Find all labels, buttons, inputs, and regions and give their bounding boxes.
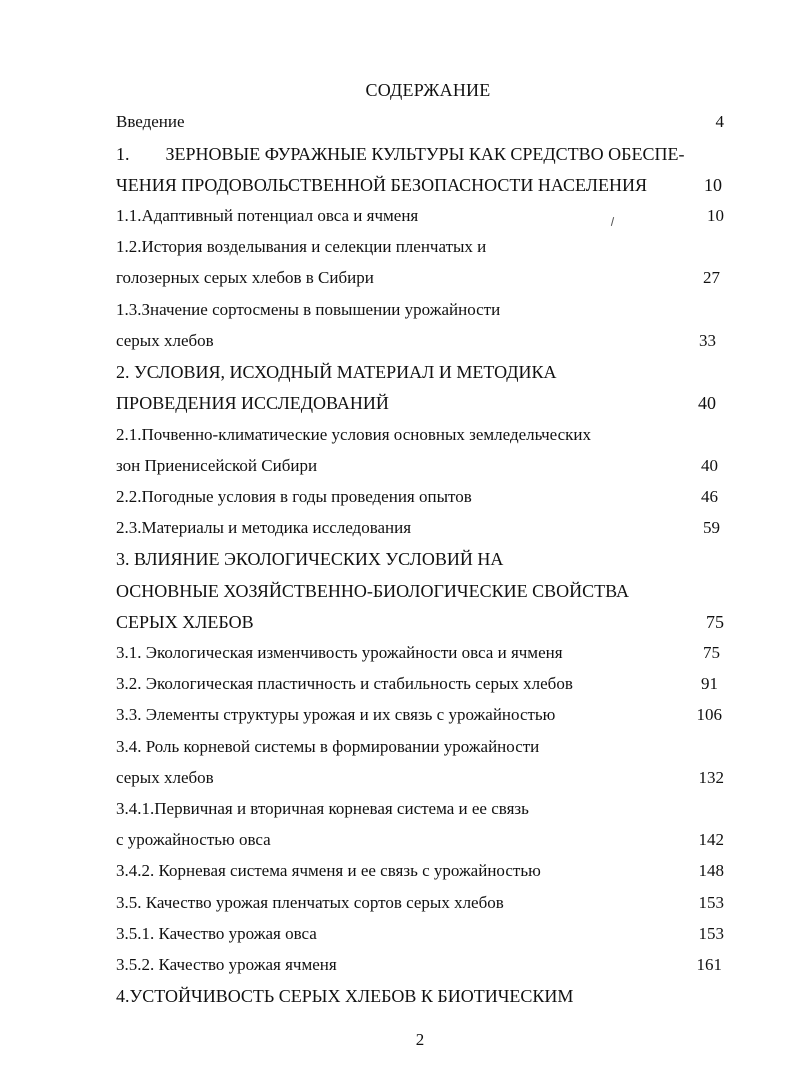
toc-entry-page: 161 — [696, 955, 722, 974]
toc-entry-text: Введение — [116, 112, 185, 131]
toc-entry — [116, 861, 724, 881]
toc-entry — [116, 955, 724, 975]
toc-entry-text: 3.4.1.Первичная и вторичная корневая система и ее связь — [116, 799, 529, 818]
toc-entry-text: 3.4.2. Корневая система ячменя и ее связь с урожайностью — [116, 861, 541, 880]
toc-entry-page: 10 — [704, 175, 722, 195]
toc-entry — [116, 331, 724, 351]
toc-entry-page: 106 — [696, 705, 722, 724]
toc-entry — [116, 674, 724, 694]
toc-entry-text: зон Приенисейской Сибири — [116, 456, 318, 475]
toc-entry — [116, 737, 724, 757]
toc-entry-page: 148 — [698, 861, 724, 880]
toc-entry-text: 1.3.Значение сортосмены в повышении урожайности — [116, 300, 501, 319]
toc-entry-page: 153 — [698, 924, 724, 943]
toc-entry — [116, 425, 724, 445]
toc-entry-text: ПРОВЕДЕНИЯ ИССЛЕДОВАНИЙ — [116, 393, 389, 413]
toc-entry-page: 40 — [698, 393, 716, 413]
toc-entry — [116, 986, 724, 1006]
toc-entry — [116, 362, 724, 382]
toc-entry — [116, 175, 724, 195]
toc-entry-text: серых хлебов — [116, 331, 214, 350]
toc-entry — [116, 456, 724, 476]
toc-entry-page: 33 — [699, 331, 716, 350]
toc-entry-text: голозерных серых хлебов в Сибири — [116, 268, 374, 287]
toc-entry-text: 2.3.Материалы и методика исследования — [116, 518, 412, 537]
toc-entry-page: 75 — [703, 643, 720, 662]
toc-entry — [116, 799, 724, 819]
toc-entry-page: 75 — [706, 612, 724, 632]
toc-entry-page: 4 — [715, 112, 724, 131]
toc-entry-text: 3.5. Качество урожая пленчатых сортов серых хлебов — [116, 893, 504, 912]
toc-entry — [116, 300, 724, 320]
toc-entry-page: 40 — [701, 456, 718, 475]
toc-entry-text: 3.5.2. Качество урожая ячменя — [116, 955, 337, 974]
page-number: 2 — [415, 1030, 425, 1049]
toc-entry — [116, 393, 724, 413]
toc-entry — [116, 487, 724, 507]
toc-entry-text: 4.УСТОЙЧИВОСТЬ СЕРЫХ ХЛЕБОВ К БИОТИЧЕСКИМ — [116, 986, 574, 1006]
toc-entry — [116, 581, 724, 601]
toc-entry-text: 3.2. Экологическая пластичность и стабильность серых хлебов — [116, 674, 573, 693]
toc-entry-page: 27 — [703, 268, 720, 287]
toc-entry-text: ЧЕНИЯ ПРОДОВОЛЬСТВЕННОЙ БЕЗОПАСНОСТИ НАСЕЛЕНИЯ — [116, 175, 647, 195]
toc-entry-page: 132 — [698, 768, 724, 787]
toc-entry-text: серых хлебов — [116, 768, 214, 787]
toc-entry-text: 2.1.Почвенно-климатические условия основных земледельческих — [116, 425, 592, 444]
toc-entry-page: 91 — [701, 674, 718, 693]
toc-entry — [116, 830, 724, 850]
toc-entry-text: 1.1.Адаптивный потенциал овса и ячменя — [116, 206, 419, 225]
toc-entry — [116, 768, 724, 788]
toc-entry-text: СЕРЫХ ХЛЕБОВ — [116, 612, 254, 632]
toc-entry — [116, 549, 724, 569]
toc-entry-text: 2.2.Погодные условия в годы проведения опытов — [116, 487, 472, 506]
toc-entry-text: 3. ВЛИЯНИЕ ЭКОЛОГИЧЕСКИХ УСЛОВИЙ НА — [116, 549, 504, 569]
toc-entry — [116, 893, 724, 913]
toc-entry — [116, 924, 724, 944]
toc-entry-text: 1. ЗЕРНОВЫЕ ФУРАЖНЫЕ КУЛЬТУРЫ КАК СРЕДСТВО ОБЕСПЕ- — [116, 144, 685, 164]
toc-entry-text: 3.3. Элементы структуры урожая и их связь с урожайностью — [116, 705, 556, 724]
page-title: СОДЕРЖАНИЕ — [365, 80, 491, 100]
toc-entry-text: 2. УСЛОВИЯ, ИСХОДНЫЙ МАТЕРИАЛ И МЕТОДИКА — [116, 362, 557, 382]
toc-entry — [116, 518, 724, 538]
toc-entry — [116, 612, 724, 632]
toc-entry — [116, 112, 724, 132]
toc-entry-page: 10 — [707, 206, 724, 225]
toc-entry — [116, 705, 724, 725]
toc-entry-text: 1.2.История возделывания и селекции пленчатых и — [116, 237, 487, 256]
toc-entry — [116, 206, 724, 226]
toc-entry-page: 142 — [698, 830, 724, 849]
toc-entry — [116, 237, 724, 257]
toc-entry-text: ОСНОВНЫЕ ХОЗЯЙСТВЕННО-БИОЛОГИЧЕСКИЕ СВОЙСТВА — [116, 581, 629, 601]
toc-entry — [116, 643, 724, 663]
toc-entry-page: 59 — [703, 518, 720, 537]
toc-entry-text: 3.4. Роль корневой системы в формировании урожайности — [116, 737, 540, 756]
toc-entry-text: с урожайностью овса — [116, 830, 271, 849]
toc-entry-text: 3.5.1. Качество урожая овса — [116, 924, 317, 943]
toc-entry-page: 46 — [701, 487, 718, 506]
toc-entry — [116, 144, 724, 164]
toc-entry-text: 3.1. Экологическая изменчивость урожайности овса и ячменя — [116, 643, 563, 662]
toc-entry — [116, 268, 724, 288]
toc-entry-page: 153 — [698, 893, 724, 912]
